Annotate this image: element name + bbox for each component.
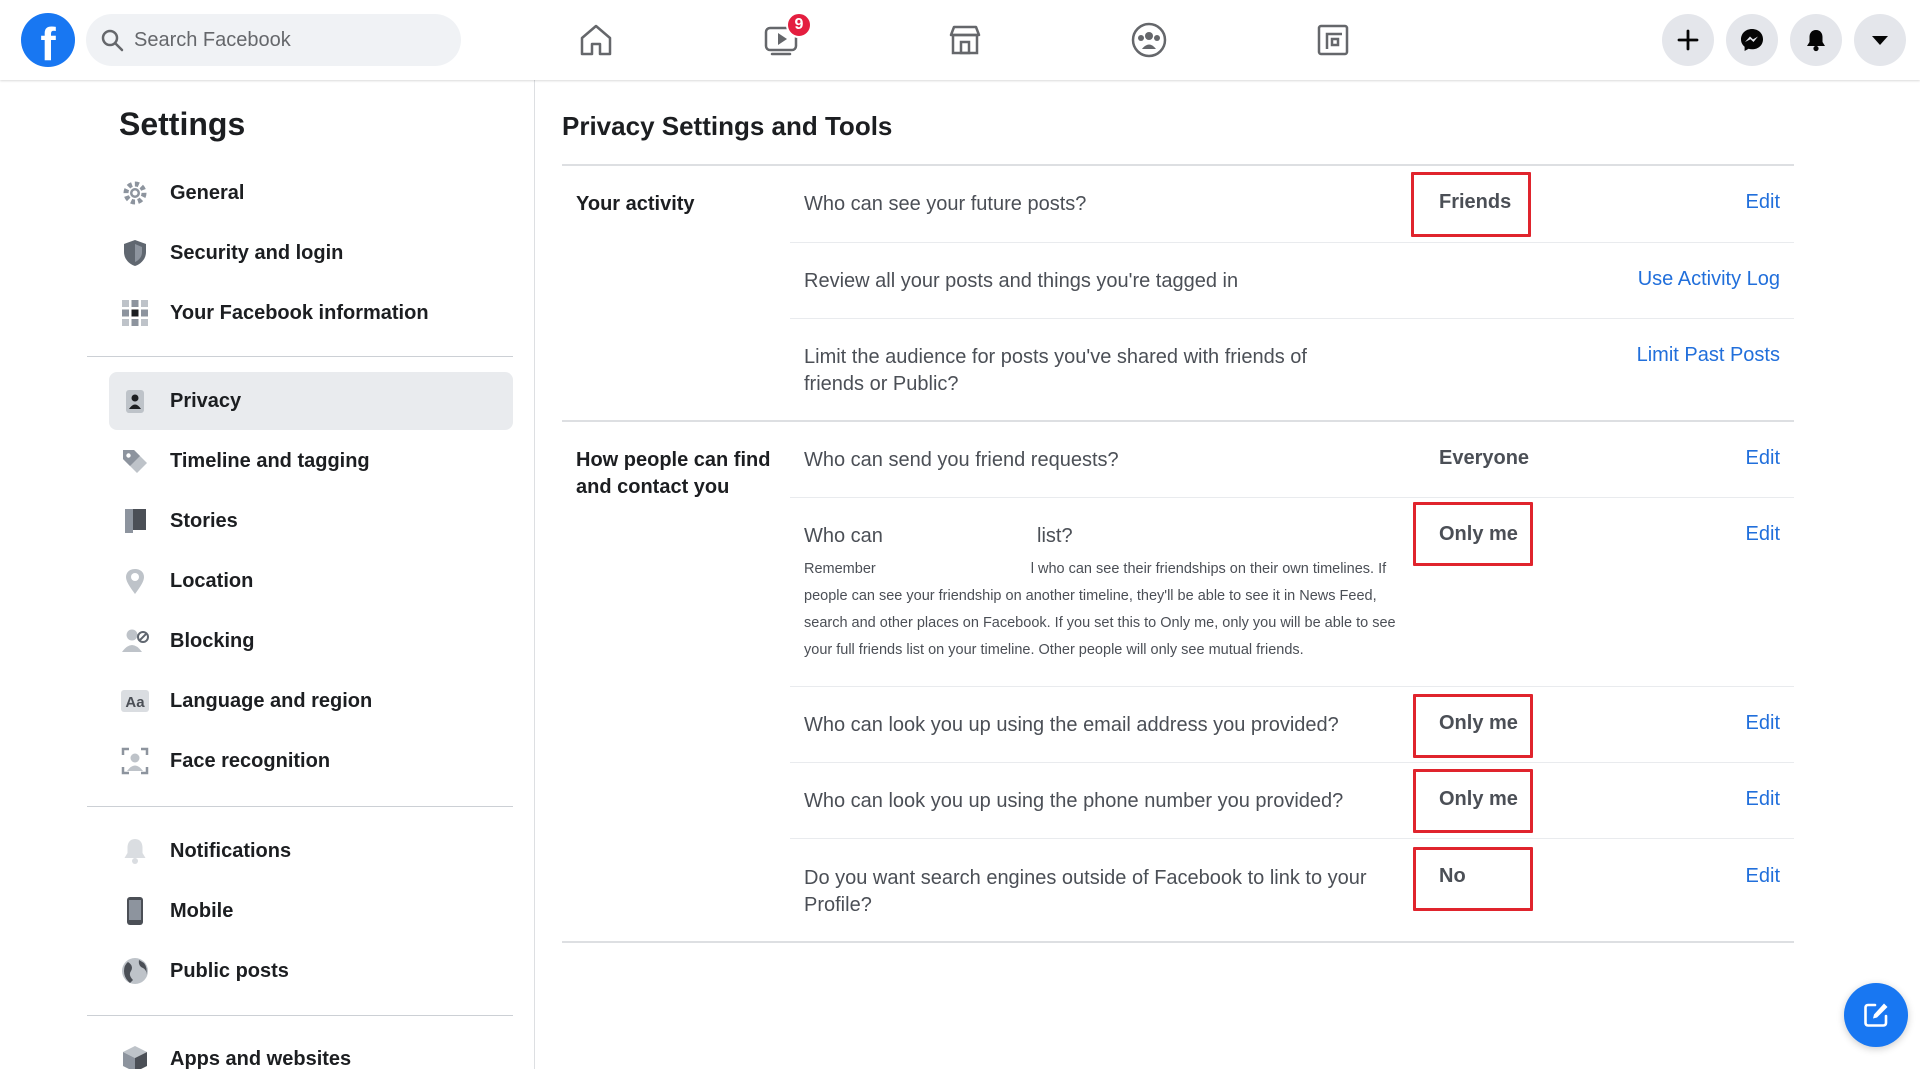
settings-title: Settings [119, 106, 246, 142]
sidebar-item-face-recognition[interactable] [109, 732, 513, 790]
sidebar-item-stories[interactable] [109, 492, 513, 550]
section-divider [562, 941, 1794, 943]
shield-icon [120, 238, 150, 268]
sidebar-item-security[interactable] [109, 224, 513, 282]
sidebar-item-label: Stories [170, 509, 238, 532]
search-input[interactable] [134, 14, 444, 66]
sidebar-item-label: Your Facebook information [170, 301, 429, 324]
gaming-icon[interactable] [1308, 16, 1358, 64]
sidebar-item-mobile[interactable] [109, 882, 513, 940]
setting-question: Do you want search engines outside of Facebook to link to your Profile? [804, 867, 1367, 916]
setting-value: Everyone [1439, 447, 1530, 469]
phone-icon [120, 896, 150, 926]
sidebar-divider [87, 806, 513, 807]
edit-future-posts-link[interactable]: Edit [1745, 191, 1780, 213]
description-rest: people can see your friendship on another timeline, they'll be able to see it in News Feed, search and other places on Facebook. If you set this to Only me, only you will be able to see your full friends list on your timeline. Other people will only see mutual friends. [804, 588, 1396, 658]
sidebar-item-location[interactable] [109, 552, 513, 610]
pin-icon [120, 566, 150, 596]
plus-icon [1676, 28, 1700, 52]
setting-question: Who can look you up using the phone number you provided? [804, 790, 1344, 812]
sidebar-item-label: Security and login [170, 241, 344, 264]
search-icon [100, 28, 124, 52]
groups-icon[interactable] [1124, 16, 1174, 64]
setting-value: Only me [1439, 712, 1518, 734]
watch-notification-badge: 9 [786, 12, 812, 38]
sidebar-item-timeline-tagging[interactable] [109, 432, 513, 490]
search-bar[interactable] [86, 14, 461, 66]
bell-icon [120, 836, 150, 866]
row-divider [790, 497, 1794, 498]
facebook-logo[interactable] [21, 13, 75, 70]
sidebar-item-label: Mobile [170, 899, 234, 922]
sidebar-item-privacy[interactable] [109, 372, 513, 430]
sidebar-item-language-region[interactable] [109, 672, 513, 730]
row-divider [790, 762, 1794, 763]
account-menu-button[interactable] [1854, 14, 1906, 66]
section-divider [562, 420, 1794, 422]
edit-phone-lookup-link[interactable]: Edit [1745, 788, 1780, 810]
notifications-button[interactable] [1790, 14, 1842, 66]
book-icon [120, 506, 150, 536]
sidebar-item-blocking[interactable] [109, 612, 513, 670]
description-end: l who can see their friendships on their own timelines. If [1030, 561, 1387, 577]
sidebar-item-label: Timeline and tagging [170, 449, 370, 472]
sidebar-item-label: Apps and websites [170, 1047, 352, 1069]
block-user-icon [120, 626, 150, 656]
create-button[interactable] [1662, 14, 1714, 66]
setting-value: Only me [1439, 523, 1518, 545]
highlight-box [1413, 694, 1533, 758]
section-divider [562, 164, 1794, 166]
messenger-button[interactable] [1726, 14, 1778, 66]
face-scan-icon [120, 746, 150, 776]
setting-value: Friends [1439, 191, 1512, 213]
edit-email-lookup-link[interactable]: Edit [1745, 712, 1780, 734]
sidebar-item-facebook-information[interactable] [109, 284, 513, 342]
setting-question: Who can see your future posts? [804, 193, 1087, 215]
globe-icon [120, 956, 150, 986]
sidebar-item-public-posts[interactable] [109, 942, 513, 1000]
sidebar-item-label: Notifications [170, 839, 292, 862]
use-activity-log-link[interactable]: Use Activity Log [1637, 268, 1780, 290]
row-divider [790, 686, 1794, 687]
gear-icon [120, 178, 150, 208]
marketplace-icon[interactable] [940, 16, 990, 64]
setting-question: Limit the audience for posts you've shared with friends of friends or Public? [804, 346, 1307, 395]
setting-description [804, 556, 1414, 664]
tag-icon [120, 446, 150, 476]
sidebar-item-apps-websites[interactable] [109, 1030, 513, 1069]
sidebar-item-label: Face recognition [170, 749, 331, 772]
setting-question: Review all your posts and things you're tagged in [804, 270, 1239, 292]
highlight-box [1411, 172, 1531, 237]
setting-question-start: Who can [804, 525, 883, 547]
edit-search-engines-link[interactable]: Edit [1745, 865, 1780, 887]
row-divider [790, 838, 1794, 839]
facebook-logo-letter: f [40, 18, 56, 70]
sidebar-divider [87, 1015, 513, 1016]
home-icon[interactable] [571, 16, 621, 64]
bell-icon [1803, 27, 1829, 53]
setting-value: Only me [1439, 788, 1518, 810]
row-divider [790, 242, 1794, 243]
section-label-your-activity: Your activity [576, 193, 695, 215]
sidebar-item-label: Public posts [170, 959, 289, 982]
cube-icon [120, 1044, 150, 1069]
new-message-button[interactable] [1844, 983, 1908, 1047]
caret-down-icon [1869, 29, 1891, 51]
language-icon [120, 686, 150, 716]
lock-person-icon [120, 386, 150, 416]
highlight-box [1413, 502, 1533, 566]
edit-friend-requests-link[interactable]: Edit [1745, 447, 1780, 469]
settings-sidebar [0, 80, 535, 1069]
limit-past-posts-link[interactable]: Limit Past Posts [1636, 344, 1780, 366]
sidebar-item-label: General [170, 181, 245, 204]
compose-icon [1861, 1000, 1891, 1030]
sidebar-item-label: Blocking [170, 629, 255, 652]
sidebar-item-general[interactable] [109, 164, 513, 222]
messenger-icon [1739, 27, 1765, 53]
highlight-box [1413, 769, 1533, 833]
svg-text:Aa: Aa [125, 694, 145, 711]
edit-friends-list-link[interactable]: Edit [1745, 523, 1780, 545]
description-start: Remember [804, 561, 876, 577]
setting-question: Who can send you friend requests? [804, 449, 1119, 471]
setting-value: No [1439, 865, 1466, 887]
highlight-box [1413, 847, 1533, 911]
sidebar-item-label: Language and region [170, 689, 373, 712]
setting-question: Who can look you up using the email address you provided? [804, 714, 1339, 736]
sidebar-item-notifications[interactable] [109, 822, 513, 880]
section-label-find-contact: How people can find and contact you [576, 449, 771, 498]
setting-question-end: list? [1037, 525, 1073, 547]
row-divider [790, 318, 1794, 319]
grid-icon [120, 298, 150, 328]
sidebar-item-label: Privacy [170, 389, 242, 412]
watch-icon[interactable] [756, 16, 806, 64]
sidebar-item-label: Location [170, 569, 254, 592]
page-title: Privacy Settings and Tools [562, 111, 893, 141]
top-navigation-bar [0, 0, 1920, 80]
sidebar-divider [87, 356, 513, 357]
